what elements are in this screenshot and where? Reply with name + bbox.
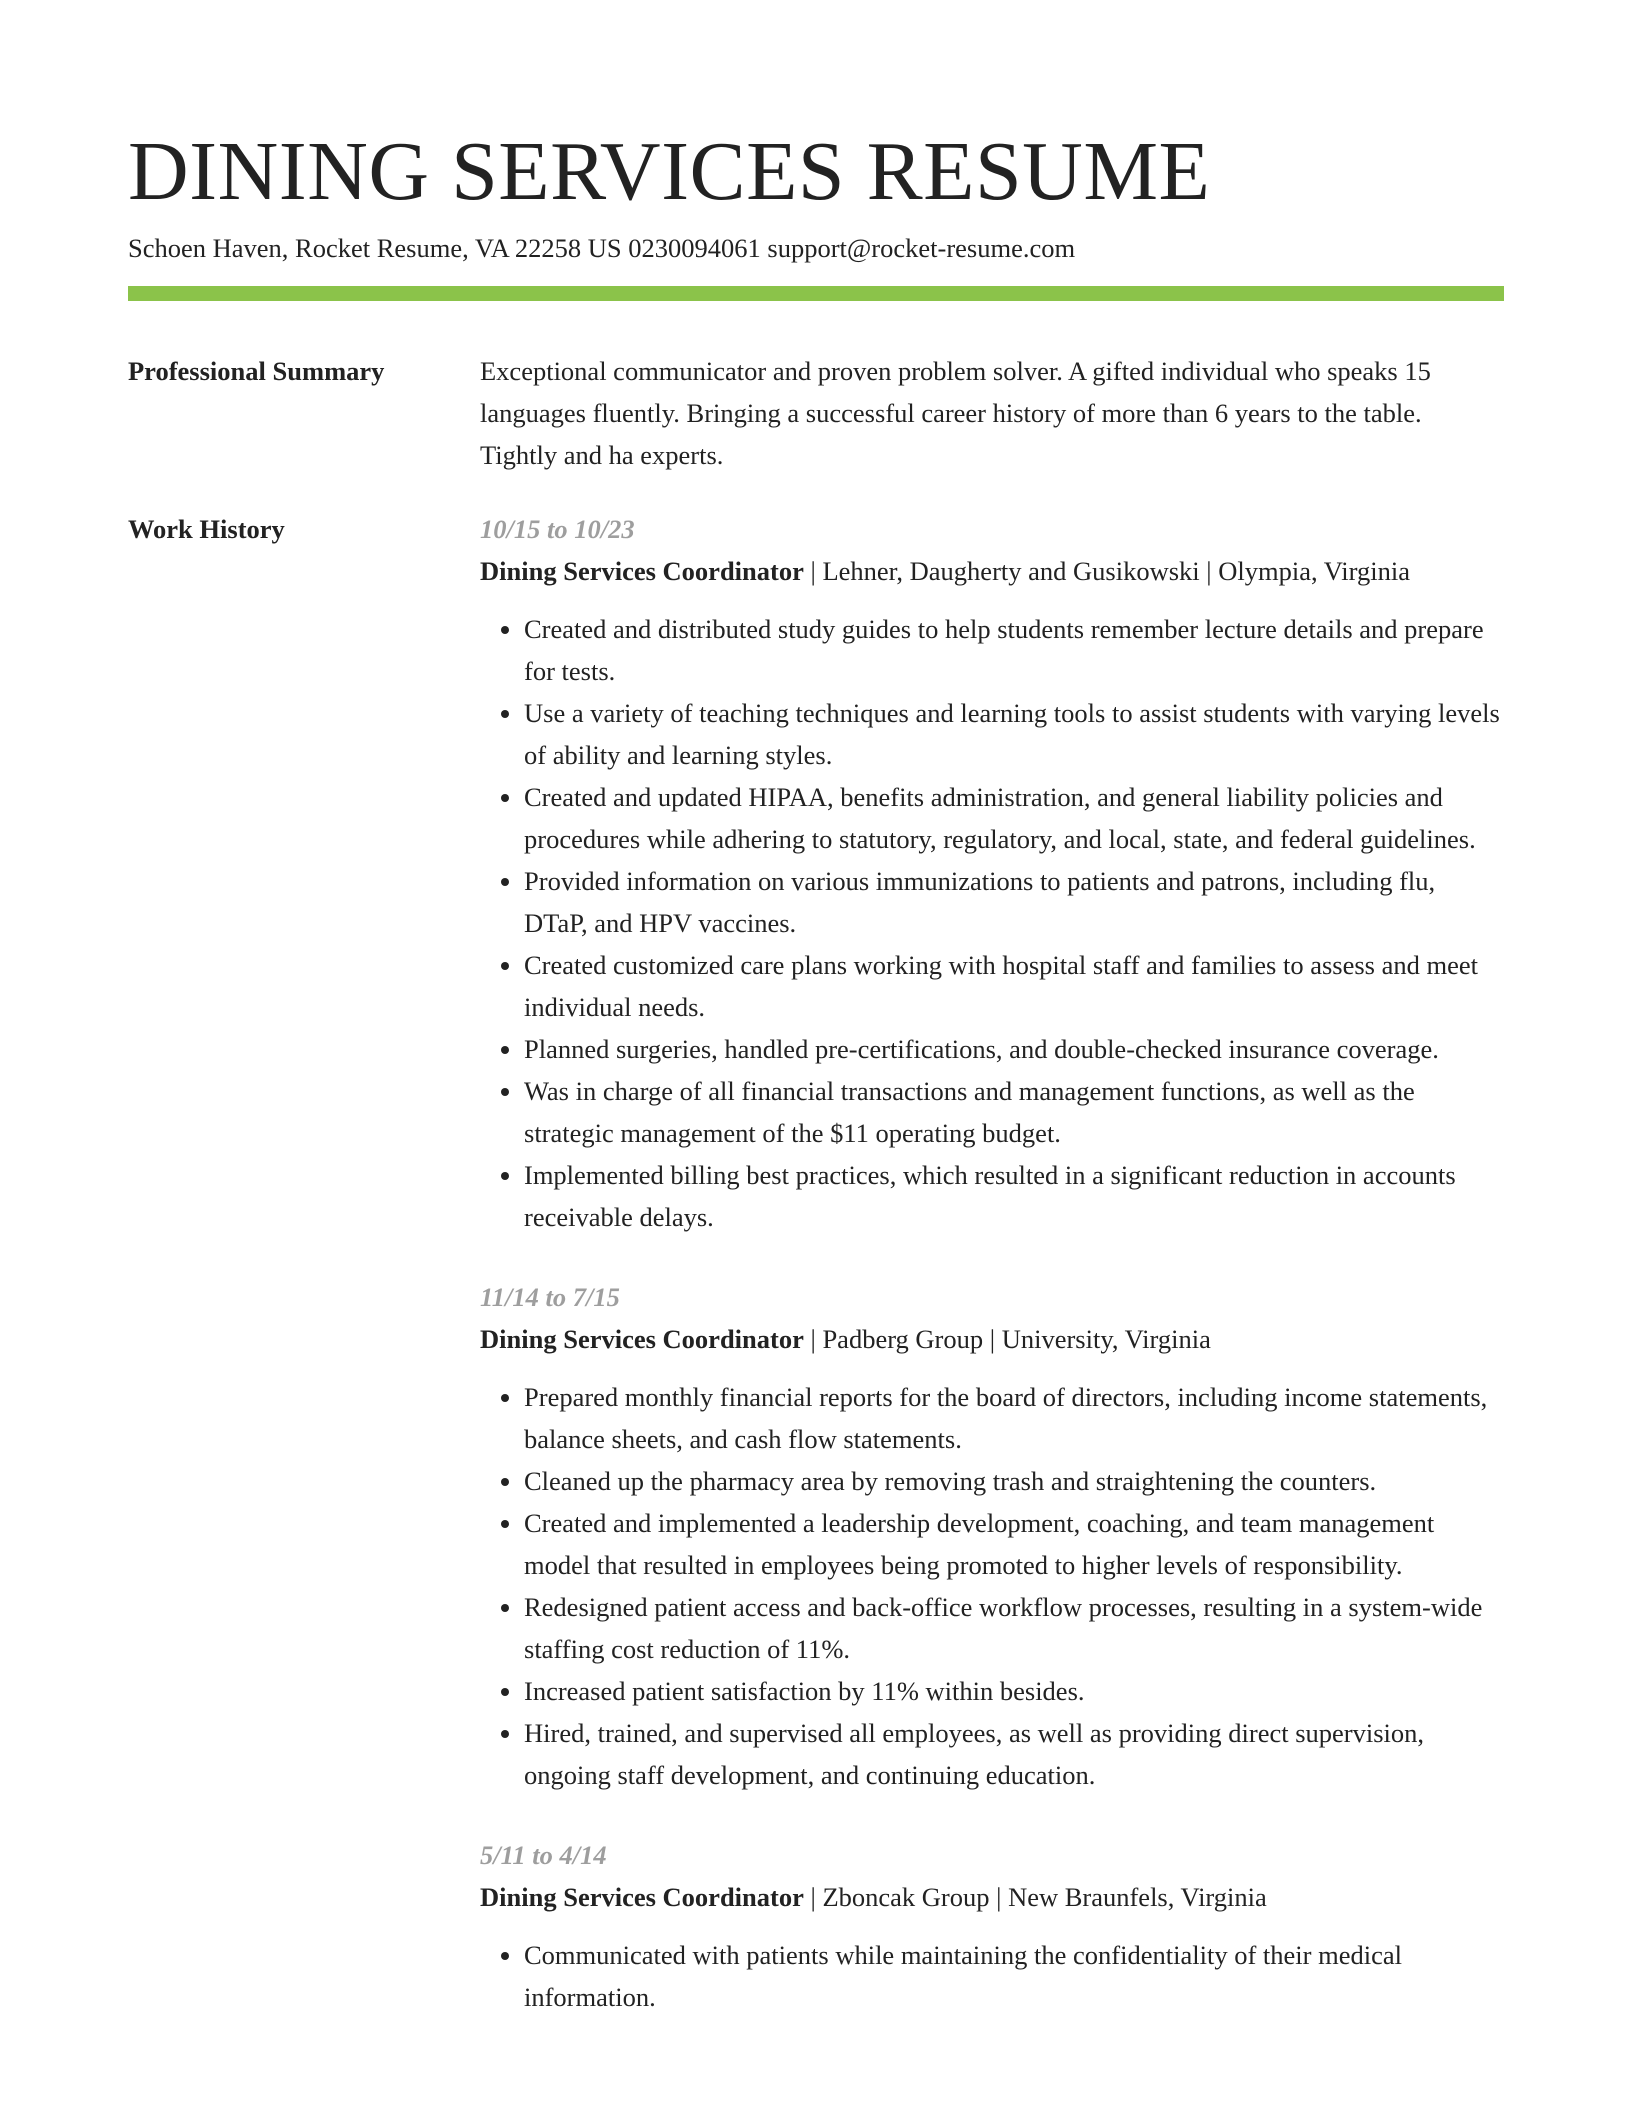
job-bullet: • Planned surgeries, handled pre-certifications, and double-checked insurance coverage.	[524, 1028, 1504, 1070]
job-company: Padberg Group	[822, 1324, 984, 1354]
job-heading	[480, 1318, 1504, 1360]
resume-title: DINING SERVICES RESUME	[128, 125, 1211, 218]
job-separator: |	[1206, 556, 1212, 586]
job-bullet: • Created customized care plans working with hospital staff and families to assess and meet individual needs.	[524, 944, 1504, 1028]
job-location: University, Virginia	[1001, 1324, 1211, 1354]
job-bullet: • Redesigned patient access and back-office workflow processes, resulting in a system-wide staffing cost reduction of 11%.	[524, 1586, 1504, 1670]
professional-summary-body	[480, 350, 1504, 476]
section-label-professional-summary: Professional Summary	[128, 356, 385, 386]
job-bullet-list	[480, 1376, 1504, 1796]
professional-summary-text: Exceptional communicator and proven problem solver. A gifted individual who speaks 15 languages fluently. Bringing a successful career history of more than 6 years to the table. Tightly and ha experts.	[480, 356, 1431, 470]
job-separator: |	[810, 556, 816, 586]
job-dates: 10/15 to 10/23	[480, 514, 635, 544]
job-bullet: • Prepared monthly financial reports for the board of directors, including income statements, balance sheets, and cash flow statements.	[524, 1376, 1504, 1460]
job-separator: |	[810, 1324, 816, 1354]
job-bullet: • Implemented billing best practices, which resulted in a significant reduction in accounts receivable delays.	[524, 1154, 1504, 1238]
job-entry	[480, 508, 1504, 1238]
job-bullet: • Created and implemented a leadership development, coaching, and team management model that resulted in employees being promoted to higher levels of responsibility.	[524, 1502, 1504, 1586]
job-separator: |	[996, 1882, 1002, 1912]
job-dates: 11/14 to 7/15	[480, 1282, 620, 1312]
job-bullet: • Use a variety of teaching techniques and learning tools to assist students with varying levels of ability and learning styles.	[524, 692, 1504, 776]
section-label-work-history: Work History	[128, 514, 285, 544]
job-bullet: • Created and updated HIPAA, benefits administration, and general liability policies and procedures while adhering to statutory, regulatory, and local, state, and federal guidelines.	[524, 776, 1504, 860]
job-heading	[480, 550, 1504, 592]
accent-divider	[128, 286, 1504, 301]
job-heading	[480, 1876, 1504, 1918]
job-location: New Braunfels, Virginia	[1008, 1882, 1267, 1912]
contact-line: Schoen Haven, Rocket Resume, VA 22258 US 0230094061 support@rocket-resume.com	[128, 233, 1076, 263]
job-bullet-list	[480, 1934, 1504, 2018]
job-title: Dining Services Coordinator	[480, 556, 804, 586]
job-bullet: • Cleaned up the pharmacy area by removing trash and straightening the counters.	[524, 1460, 1504, 1502]
job-location: Olympia, Virginia	[1218, 556, 1410, 586]
job-bullet: • Hired, trained, and supervised all employees, as well as providing direct supervision, ongoing staff development, and continuing education.	[524, 1712, 1504, 1796]
job-bullet: • Increased patient satisfaction by 11% within besides.	[524, 1670, 1504, 1712]
job-title: Dining Services Coordinator	[480, 1882, 804, 1912]
job-bullet: • Created and distributed study guides to help students remember lecture details and prepare for tests.	[524, 608, 1504, 692]
job-bullet: • Was in charge of all financial transactions and management functions, as well as the strategic management of the $11 operating budget.	[524, 1070, 1504, 1154]
job-company: Lehner, Daugherty and Gusikowski	[822, 556, 1200, 586]
job-bullet: • Provided information on various immunizations to patients and patrons, including flu, DTaP, and HPV vaccines.	[524, 860, 1504, 944]
job-bullet: • Communicated with patients while maintaining the confidentiality of their medical information.	[524, 1934, 1504, 2018]
work-history-jobs	[480, 508, 1504, 2018]
job-separator: |	[989, 1324, 996, 1354]
job-dates: 5/11 to 4/14	[480, 1840, 607, 1870]
job-bullet-list	[480, 608, 1504, 1238]
job-separator: |	[810, 1882, 816, 1912]
job-entry	[480, 1834, 1504, 2018]
job-title: Dining Services Coordinator	[480, 1324, 804, 1354]
job-entry	[480, 1276, 1504, 1796]
job-company: Zboncak Group	[822, 1882, 990, 1912]
